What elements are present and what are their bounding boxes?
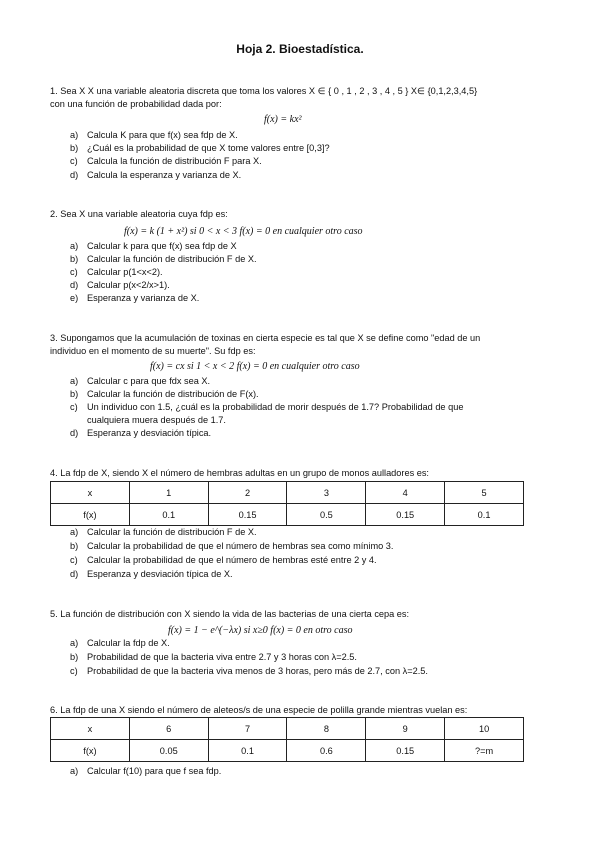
q5-item-b: b) Probabilidad de que la bacteria viva entre 2.7 y 3 horas con λ=2.5. <box>70 652 357 662</box>
q6-item-a: a) Calcular f(10) para que f sea fdp. <box>70 766 222 776</box>
table-row <box>51 482 524 504</box>
q4-table <box>50 481 524 526</box>
table-cell: 0.6 <box>287 740 366 762</box>
q4-item-c: c) Calcular la probabilidad de que el número de hembras esté entre 2 y 4. <box>70 555 377 565</box>
q1-statement-line2: con una función de probabilidad dada por: <box>50 99 222 109</box>
table-cell: 9 <box>366 718 445 740</box>
q3-item-d: d) Esperanza y desviación típica. <box>70 428 212 438</box>
table-cell: 0.15 <box>366 740 445 762</box>
table-cell: 1 <box>129 482 208 504</box>
q4-item-d: d) Esperanza y desviación típica de X. <box>70 569 233 579</box>
q3-statement-line1: 3. Supongamos que la acumulación de toxinas en cierta especie es tal que X se define como "edad de un <box>50 333 481 343</box>
q2-item-c: c) Calcular p(1<x<2). <box>70 267 163 277</box>
q1-item-a: a) Calcula K para que f(x) sea fdp de X. <box>70 130 238 140</box>
q2-statement-line1: 2. Sea X una variable aleatoria cuya fdp es: <box>50 209 228 219</box>
q5-statement-line1: 5. La función de distribución con X siendo la vida de las bacterias de una cierta cepa es: <box>50 609 410 619</box>
q5-formula: f(x) = 1 − e^(−λx) si x≥0 f(x) = 0 en otro caso <box>168 625 353 636</box>
q1-item-c: c) Calcula la función de distribución F para X. <box>70 156 262 166</box>
table-cell: 2 <box>208 482 287 504</box>
table-cell: 0.1 <box>445 504 524 526</box>
table-cell: 3 <box>287 482 366 504</box>
table-cell: 8 <box>287 718 366 740</box>
q3-item-b: b) Calcular la función de distribución de F(x). <box>70 389 259 399</box>
q6-table <box>50 717 524 762</box>
q1-statement-line1: 1. Sea X X una variable aleatoria discreta que toma los valores X ∈ { 0 , 1 , 2 , 3 , 4 , 5 } X∈ {0,1,2,3,4,5} <box>50 86 478 96</box>
q3-item-c: c) Un individuo con 1.5, ¿cuál es la probabilidad de morir después de 1.7? Probabilidad de que <box>70 402 464 412</box>
q2-formula: f(x) = k (1 + x²) si 0 < x < 3 f(x) = 0 en cualquier otro caso <box>124 226 363 237</box>
table-cell: 0.5 <box>287 504 366 526</box>
q2-item-a: a) Calcular k para que f(x) sea fdp de X <box>70 241 237 251</box>
q3-formula: f(x) = cx si 1 < x < 2 f(x) = 0 en cualquier otro caso <box>150 361 360 372</box>
table-cell: 6 <box>129 718 208 740</box>
table-row <box>51 740 524 762</box>
q3-item-a: a) Calcular c para que fdx sea X. <box>70 376 211 386</box>
q5-item-a: a) Calcular la fdp de X. <box>70 638 170 648</box>
q3-statement-line2: individuo en el momento de su muerte". Su fdp es: <box>50 346 256 356</box>
table-row <box>51 718 524 740</box>
table-cell: ?=m <box>445 740 524 762</box>
page-title: Hoja 2. Bioestadística. <box>236 42 364 56</box>
table-cell: f(x) <box>51 504 130 526</box>
table-cell: 10 <box>445 718 524 740</box>
table-cell: 0.15 <box>366 504 445 526</box>
table-cell: 4 <box>366 482 445 504</box>
q4-statement-line1: 4. La fdp de X, siendo X el número de hembras adultas en un grupo de monos aulladores es: <box>50 468 429 478</box>
table-cell: 0.05 <box>129 740 208 762</box>
q4-item-b: b) Calcular la probabilidad de que el número de hembras sea como mínimo 3. <box>70 541 394 551</box>
table-cell: 5 <box>445 482 524 504</box>
table-cell: f(x) <box>51 740 130 762</box>
q1-item-b: b) ¿Cuál es la probabilidad de que X tome valores entre [0,3]? <box>70 143 330 153</box>
q6-statement-line1: 6. La fdp de una X siendo el número de aleteos/s de una especie de polilla grande mientras vuelan es: <box>50 705 468 715</box>
table-cell: 0.15 <box>208 504 287 526</box>
q1-item-d: d) Calcula la esperanza y varianza de X. <box>70 170 242 180</box>
q2-item-b: b) Calcular la función de distribución F de X. <box>70 254 257 264</box>
q2-item-d: d) Calcular p(x<2/x>1). <box>70 280 170 290</box>
table-row <box>51 504 524 526</box>
table-cell: x <box>51 482 130 504</box>
q5-item-c: c) Probabilidad de que la bacteria viva menos de 3 horas, pero más de 2.7, con λ=2.5. <box>70 666 428 676</box>
table-cell: 7 <box>208 718 287 740</box>
q4-item-a: a) Calcular la función de distribución F de X. <box>70 527 257 537</box>
q2-item-e: e) Esperanza y varianza de X. <box>70 293 200 303</box>
q3-item-c-cont: cualquiera muera después de 1.7. <box>87 415 226 425</box>
table-cell: 0.1 <box>129 504 208 526</box>
q1-formula: f(x) = kx² <box>264 114 302 125</box>
table-cell: 0.1 <box>208 740 287 762</box>
table-cell: x <box>51 718 130 740</box>
